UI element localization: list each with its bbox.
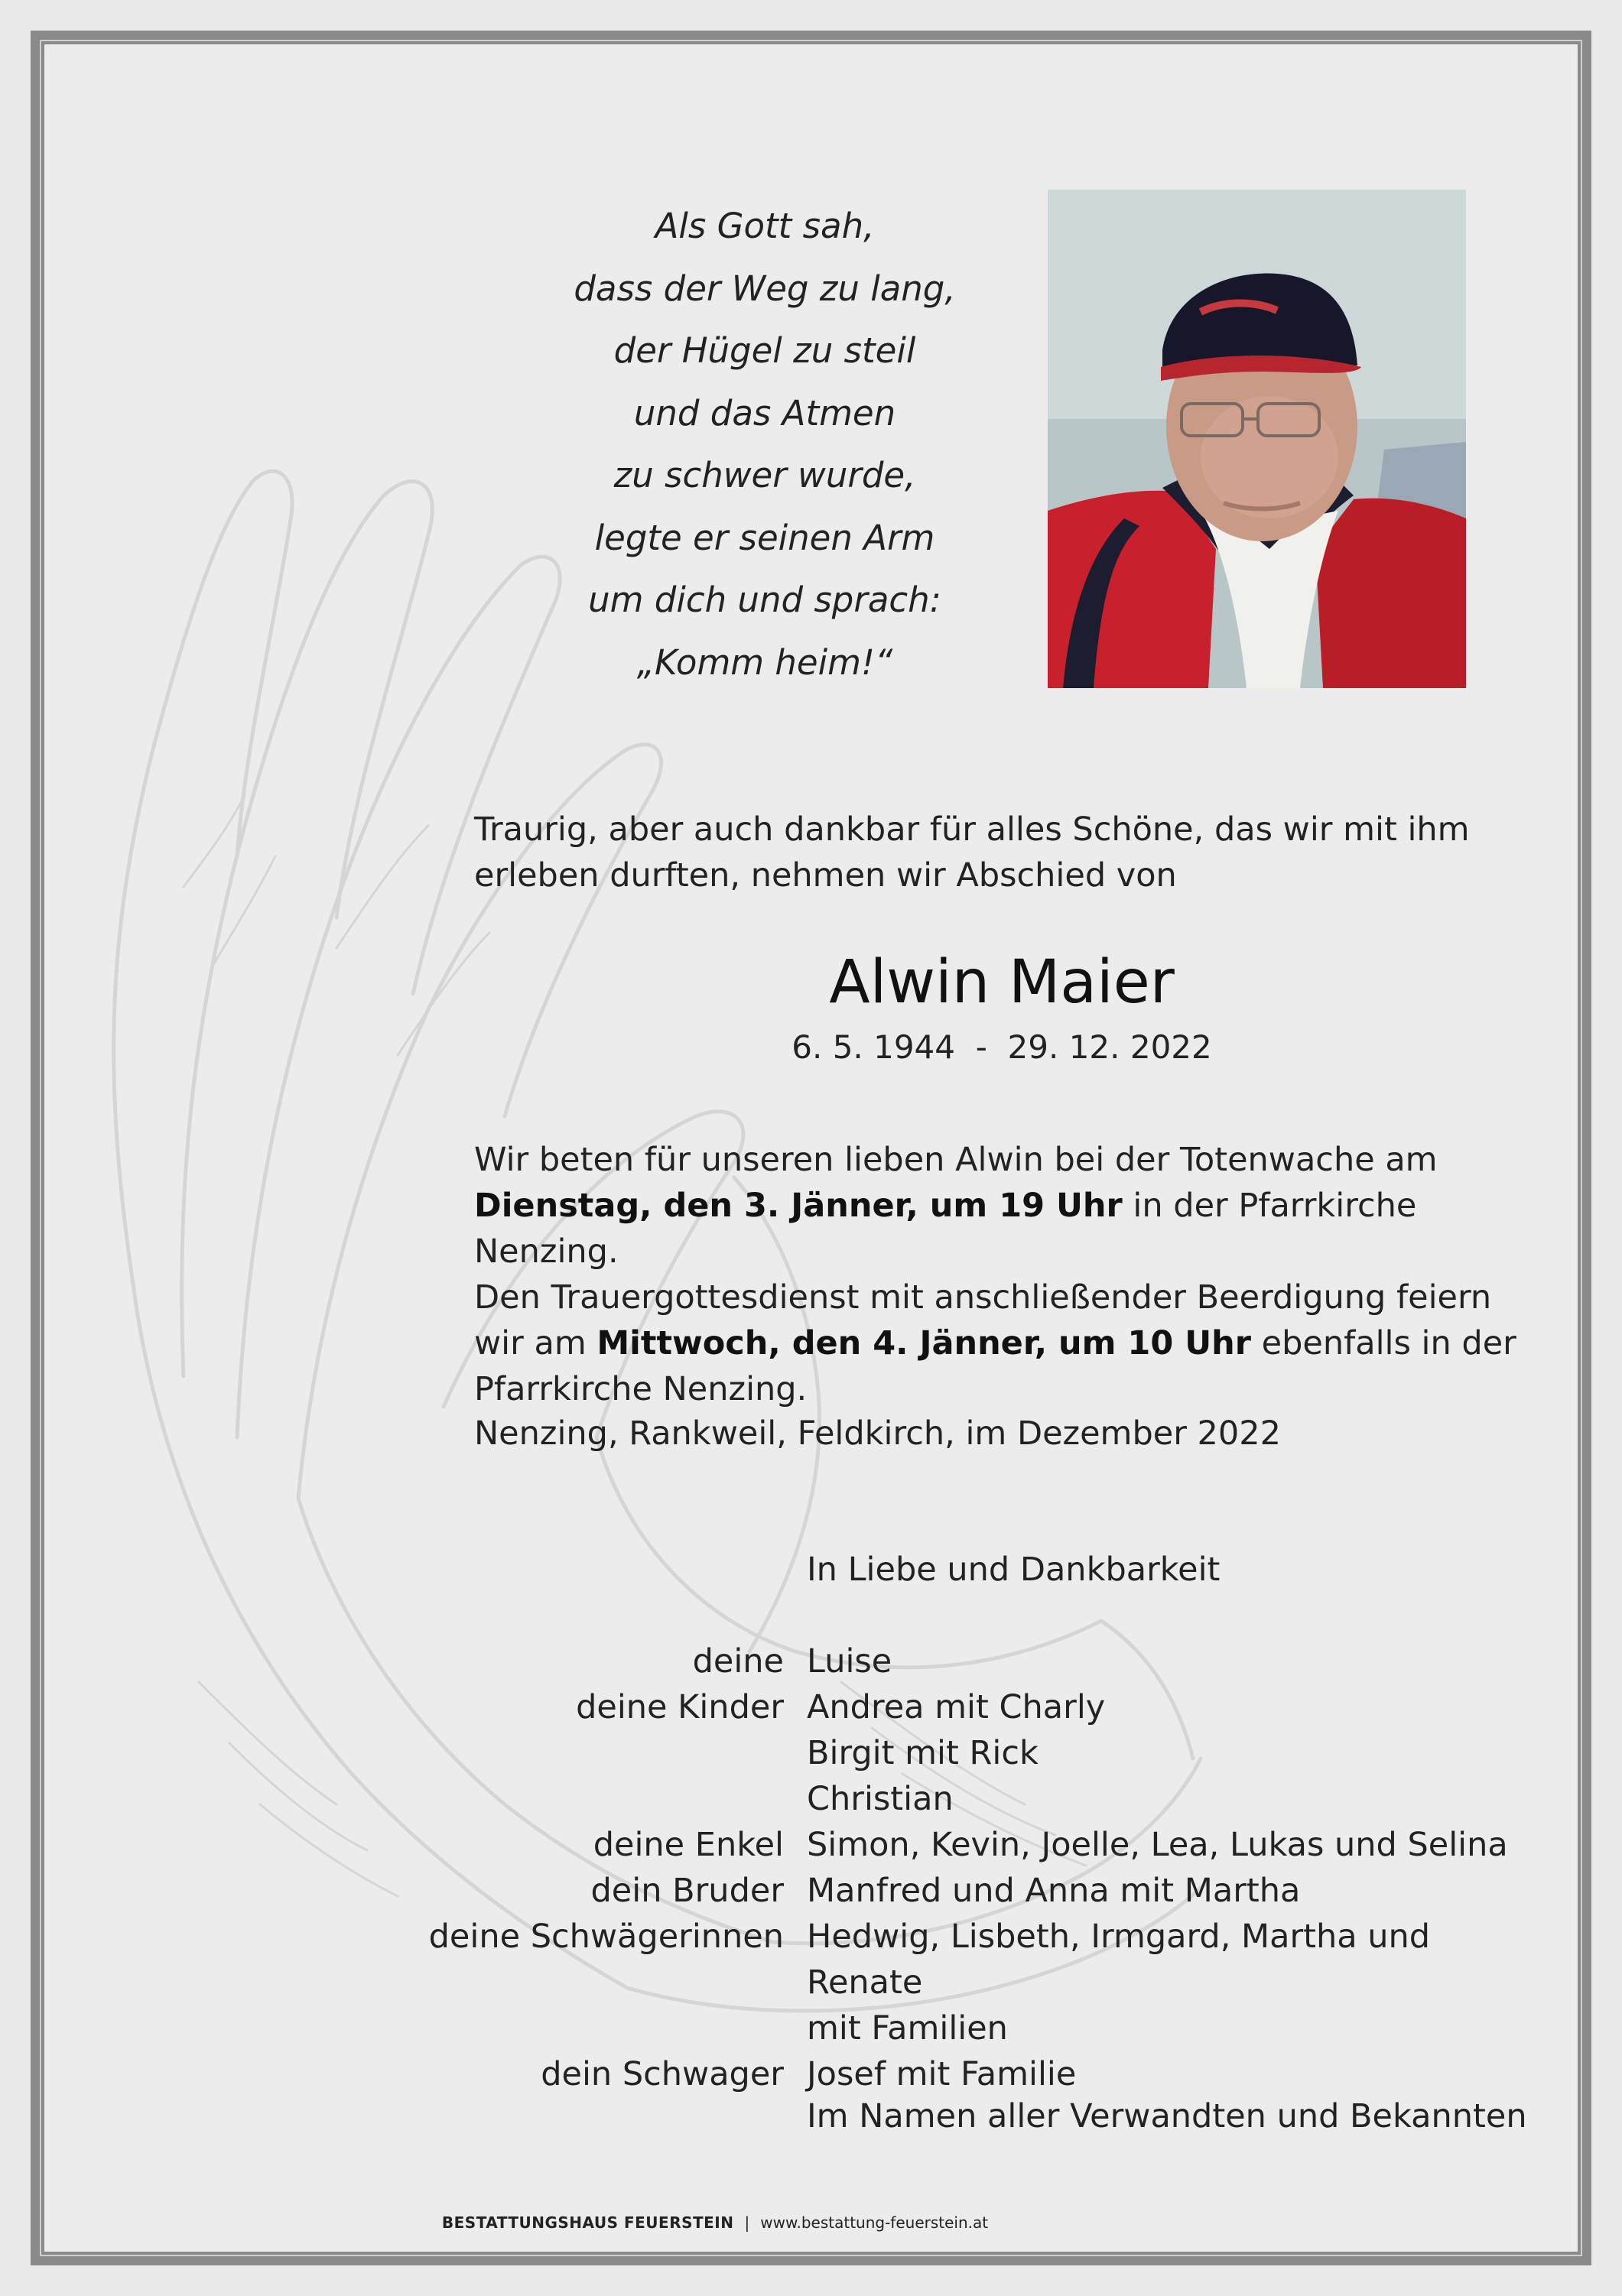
family-names: Simon, Kevin, Joelle, Lea, Lukas und Selina <box>807 1826 1508 1864</box>
poem-line: um dich und sprach: <box>588 580 941 620</box>
family-relation: dein Bruder <box>590 1872 784 1910</box>
family-row <box>428 2005 1537 2051</box>
footer <box>0 2213 1430 2232</box>
funeral-home-name: BESTATTUNGSHAUS FEUERSTEIN <box>441 2213 734 2232</box>
family-relation: deine Enkel <box>593 1826 784 1864</box>
family-row <box>428 1684 1537 1730</box>
funeral-text-end: ebenfalls in der Pfarrkirche Nenzing. <box>474 1324 1516 1408</box>
poem-line: „Komm heim!“ <box>636 641 893 683</box>
deceased-name: Alwin Maier <box>829 948 1175 1017</box>
family-relation: dein Schwager <box>541 2055 784 2093</box>
family-relation: deine <box>692 1642 784 1681</box>
place-and-date: Nenzing, Rankweil, Feldkirch, im Dezember 2022 <box>474 1414 1281 1453</box>
footer-separator: | <box>744 2213 750 2232</box>
signoff-text: In Liebe und Dankbarkeit <box>807 1551 1221 1589</box>
wake-service-paragraph <box>474 1137 1537 1275</box>
wake-date-time: Dienstag, den 3. Jänner, um 19 Uhr <box>474 1187 1123 1225</box>
family-relation <box>428 1776 807 1822</box>
family-row <box>428 2051 1537 2097</box>
poem-line: legte er seinen Arm <box>594 517 935 558</box>
poem-line: Als Gott sah, <box>655 206 875 246</box>
family-row <box>428 1914 1537 2005</box>
funeral-date-time: Mittwoch, den 4. Jänner, um 10 Uhr <box>596 1324 1251 1362</box>
family-row <box>428 1730 1537 1776</box>
family-row <box>428 1776 1537 1822</box>
family-relation <box>428 2005 807 2051</box>
portrait-photo <box>1048 190 1466 688</box>
intro-text: Traurig, aber auch dankbar für alles Schöne, das wir mit ihm erleben durften, nehmen wir Abschied von <box>474 810 1470 895</box>
life-dates: 6. 5. 1944 - 29. 12. 2022 <box>791 1028 1212 1066</box>
family-relation: deine Schwägerinnen <box>428 1918 784 1956</box>
poem-line: dass der Weg zu lang, <box>574 268 956 309</box>
poem-line: und das Atmen <box>633 392 896 434</box>
family-names: mit Familien <box>807 2009 1008 2048</box>
poem-line: zu schwer wurde, <box>613 455 916 495</box>
poem-line: der Hügel zu steil <box>613 330 916 371</box>
closing-text: Im Namen aller Verwandten und Bekannten <box>807 2097 1527 2135</box>
family-names: Manfred und Anna mit Martha <box>807 1872 1301 1910</box>
funeral-home-website[interactable]: www.bestattung-feuerstein.at <box>760 2213 989 2232</box>
wake-text-end: in der Pfarrkirche Nenzing. <box>474 1187 1417 1271</box>
poem <box>459 195 1071 693</box>
wake-text-start: Wir beten für unseren lieben Alwin bei der Totenwache am <box>474 1141 1438 1179</box>
family-row <box>428 1822 1537 1868</box>
family-names: Christian <box>807 1780 954 1818</box>
funeral-text-start: Den Trauergottesdienst mit anschließender Beerdigung feiern wir am <box>474 1278 1492 1362</box>
family-row <box>428 1638 1537 1684</box>
family-names: Andrea mit Charly <box>807 1688 1106 1726</box>
family-list <box>428 1638 1537 2097</box>
funeral-service-paragraph <box>474 1275 1537 1412</box>
family-names: Luise <box>807 1642 892 1681</box>
family-relation <box>428 1730 807 1776</box>
family-relation: deine Kinder <box>576 1688 784 1726</box>
family-row <box>428 1868 1537 1914</box>
family-names: Birgit mit Rick <box>807 1734 1039 1772</box>
family-names: Hedwig, Lisbeth, Irmgard, Martha und Renate <box>807 1918 1431 2002</box>
family-names: Josef mit Familie <box>807 2055 1077 2093</box>
